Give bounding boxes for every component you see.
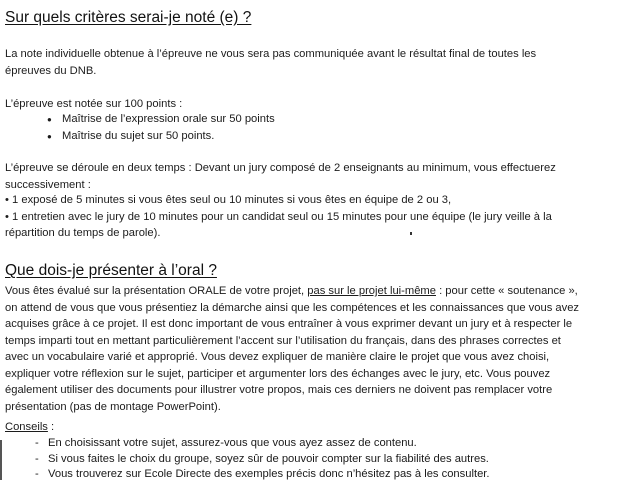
conseils-list	[35, 436, 490, 483]
intro-line: épreuves du DNB.	[5, 64, 97, 77]
oral-line: on attend de vous que vous présentiez la démarche ainsi que les compétences et les connaissances que vous avez	[5, 301, 580, 314]
conseil-item: - Vous trouverez sur Ecole Directe des exemples précis donc n’hésitez pas à les consulter.	[35, 467, 490, 483]
conseils-colon: :	[47, 421, 55, 433]
deroulement-line: L’épreuve se déroule en deux temps : Devant un jury composé de 2 enseignants au minimum, vous effectuerez	[5, 162, 556, 174]
oral-line: expliquer votre réflexion sur le sujet, participer et argumenter lors des échanges avec le jury, etc. Vous pouvez	[5, 367, 551, 380]
section2-title: Que dois-je présenter à l’oral ?	[5, 262, 217, 279]
points-list	[47, 111, 275, 145]
oral-text-before: Vous êtes évalué sur la présentation ORALE de votre projet,	[5, 285, 308, 297]
temps-item-continuation: répartition du temps de parole).	[5, 227, 161, 239]
conseil-item: - En choisissant votre sujet, assurez-vous que vous ayez assez de contenu.	[35, 436, 490, 452]
oral-text-after: : pour cette « soutenance »,	[435, 285, 578, 297]
temps-item: • 1 entretien avec le jury de 10 minutes pour un candidat seul ou 15 minutes pour une équipe (le jury veille à la	[5, 210, 552, 223]
temps-item: • 1 exposé de 5 minutes si vous êtes seul ou 10 minutes si vous êtes en équipe de 2 ou 3,	[5, 194, 452, 206]
conseils-heading	[5, 419, 54, 436]
points-item: ● Maîtrise du sujet sur 50 points.	[47, 128, 275, 145]
points-item: ● Maîtrise de l’expression orale sur 50 points	[47, 111, 275, 128]
points-intro-text: L’épreuve est notée sur 100 points :	[5, 98, 183, 110]
intro-line: La note individuelle obtenue à l’épreuve ne vous sera pas communiquée avant le résultat final de toutes les	[5, 48, 537, 60]
scan-edge-mark	[0, 440, 2, 480]
scan-speck	[410, 232, 412, 235]
conseils-label: Conseils	[5, 421, 48, 433]
deroulement-line: successivement :	[5, 178, 91, 191]
oral-paragraph	[5, 283, 632, 415]
oral-line: présentation (pas de montage PowerPoint).	[5, 400, 221, 413]
oral-line: également utiliser des documents pour illustrer votre propos, mais ces derniers ne doivent pas remplacer votre	[5, 384, 553, 396]
oral-line: acquises grâce à ce projet. Il est donc important de vous entraîner à vous exprimer devant un jury et à respecter le	[5, 318, 573, 330]
oral-line: temps imparti tout en mettant particulièrement l’accent sur l’utilisation du français, dans des phrases correctes et	[5, 334, 561, 347]
conseil-item: - Si vous faites le choix du groupe, soyez sûr de pouvoir compter sur la fiabilité des autres.	[35, 452, 490, 468]
temps-list	[5, 192, 633, 242]
oral-emphasis: pas sur le projet lui-même	[307, 285, 436, 297]
oral-line: avec un vocabulaire varié et approprié. Vous devez expliquer de manière claire le projet que vous avez choisi,	[5, 351, 550, 363]
deroulement-paragraph	[5, 160, 630, 193]
oral-first-line	[5, 283, 632, 300]
intro-paragraph	[5, 46, 630, 79]
section1-title: Sur quels critères serai-je noté (e) ?	[5, 9, 252, 26]
